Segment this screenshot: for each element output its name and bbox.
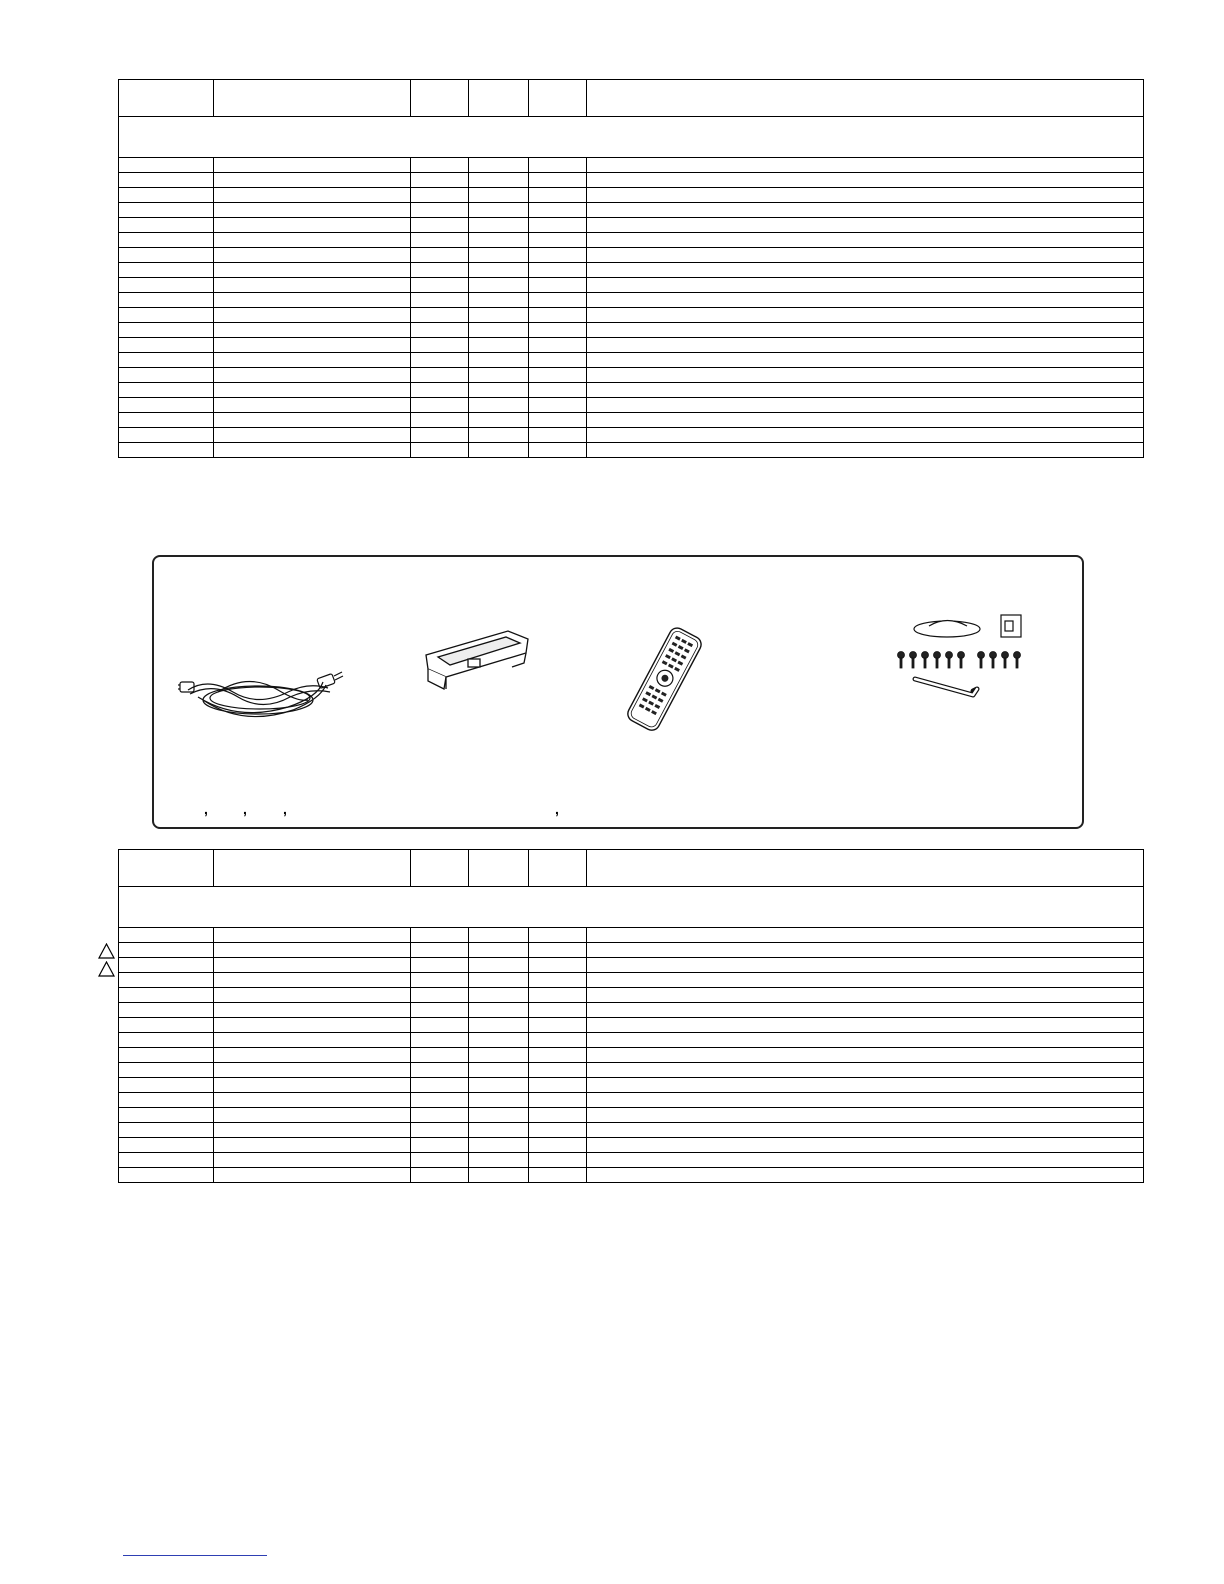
cell-mark <box>411 293 469 308</box>
cell-code <box>529 1018 587 1033</box>
cell-code <box>529 1093 587 1108</box>
cell-description <box>587 1078 1144 1093</box>
safety-warning-icon <box>98 943 115 959</box>
cell-code <box>529 1108 587 1123</box>
cell-ref-no <box>119 338 214 353</box>
cell-price <box>469 188 529 203</box>
col-code <box>529 850 587 887</box>
cell-code <box>529 958 587 973</box>
table-row <box>119 988 1144 1003</box>
cell-part-no <box>214 958 411 973</box>
accessory-stand-kit <box>889 609 1039 709</box>
cell-code <box>529 928 587 943</box>
table-row <box>119 413 1144 428</box>
table-row <box>119 218 1144 233</box>
table-row <box>119 1153 1144 1168</box>
cell-ref-no <box>119 1018 214 1033</box>
cell-part-no <box>214 263 411 278</box>
footer-link-underline[interactable] <box>123 1555 267 1556</box>
cell-ref-no <box>119 443 214 458</box>
cell-mark <box>411 173 469 188</box>
cell-description <box>587 323 1144 338</box>
cell-description <box>587 158 1144 173</box>
cell-description <box>587 173 1144 188</box>
comma-mark: , <box>283 801 287 817</box>
cell-price <box>469 1033 529 1048</box>
cell-price <box>469 1093 529 1108</box>
cell-price <box>469 1063 529 1078</box>
cell-mark <box>411 383 469 398</box>
cell-part-no <box>214 1108 411 1123</box>
cell-ref-no <box>119 1063 214 1078</box>
remote-control-icon <box>614 625 714 735</box>
cell-price <box>469 323 529 338</box>
cell-part-no <box>214 338 411 353</box>
cell-code <box>529 233 587 248</box>
table-row <box>119 1138 1144 1153</box>
cell-price <box>469 353 529 368</box>
cell-code <box>529 368 587 383</box>
safety-warning-icon <box>98 961 115 977</box>
cell-mark <box>411 1033 469 1048</box>
table-row <box>119 353 1144 368</box>
comma-mark: , <box>243 801 247 817</box>
cell-mark <box>411 158 469 173</box>
cell-description <box>587 1108 1144 1123</box>
cell-price <box>469 1168 529 1183</box>
cell-mark <box>411 958 469 973</box>
cell-ref-no <box>119 1123 214 1138</box>
cell-mark <box>411 1108 469 1123</box>
parts-table-top <box>118 79 1144 458</box>
cell-mark <box>411 988 469 1003</box>
cell-description <box>587 1093 1144 1108</box>
cell-description <box>587 383 1144 398</box>
cell-description <box>587 973 1144 988</box>
cell-code <box>529 398 587 413</box>
cell-part-no <box>214 233 411 248</box>
cell-part-no <box>214 428 411 443</box>
table-row <box>119 203 1144 218</box>
cell-price <box>469 1123 529 1138</box>
cell-code <box>529 443 587 458</box>
cell-mark <box>411 1123 469 1138</box>
table-row <box>119 1078 1144 1093</box>
cell-mark <box>411 1168 469 1183</box>
cell-code <box>529 1153 587 1168</box>
cell-part-no <box>214 1048 411 1063</box>
table-row <box>119 1108 1144 1123</box>
cell-description <box>587 1138 1144 1153</box>
table-row <box>119 278 1144 293</box>
table-row <box>119 1003 1144 1018</box>
cell-price <box>469 413 529 428</box>
cell-ref-no <box>119 368 214 383</box>
cell-ref-no <box>119 353 214 368</box>
cell-price <box>469 943 529 958</box>
cell-price <box>469 338 529 353</box>
cell-price <box>469 1018 529 1033</box>
cell-price <box>469 443 529 458</box>
cell-part-no <box>214 1153 411 1168</box>
cell-code <box>529 988 587 1003</box>
cell-mark <box>411 413 469 428</box>
cell-code <box>529 1048 587 1063</box>
cell-part-no <box>214 1078 411 1093</box>
cell-ref-no <box>119 293 214 308</box>
cell-code <box>529 308 587 323</box>
cell-description <box>587 263 1144 278</box>
cell-description <box>587 248 1144 263</box>
cell-part-no <box>214 248 411 263</box>
table-row <box>119 338 1144 353</box>
cell-mark <box>411 1018 469 1033</box>
table-row <box>119 428 1144 443</box>
table-row <box>119 958 1144 973</box>
cell-mark <box>411 928 469 943</box>
cell-description <box>587 233 1144 248</box>
cell-mark <box>411 323 469 338</box>
cell-description <box>587 368 1144 383</box>
cell-mark <box>411 428 469 443</box>
cell-description <box>587 308 1144 323</box>
cell-ref-no <box>119 1033 214 1048</box>
cell-mark <box>411 1048 469 1063</box>
cell-description <box>587 1018 1144 1033</box>
cell-part-no <box>214 413 411 428</box>
cell-description <box>587 443 1144 458</box>
col-part-no <box>214 850 411 887</box>
cell-price <box>469 958 529 973</box>
cell-price <box>469 1138 529 1153</box>
cell-part-no <box>214 353 411 368</box>
cell-ref-no <box>119 1138 214 1153</box>
cell-part-no <box>214 988 411 1003</box>
cell-price <box>469 1108 529 1123</box>
cell-ref-no <box>119 413 214 428</box>
cell-description <box>587 218 1144 233</box>
cell-part-no <box>214 1063 411 1078</box>
cell-ref-no <box>119 323 214 338</box>
cell-part-no <box>214 443 411 458</box>
cell-mark <box>411 943 469 958</box>
comma-mark: , <box>204 801 208 817</box>
cell-mark <box>411 233 469 248</box>
cell-description <box>587 958 1144 973</box>
cell-description <box>587 1123 1144 1138</box>
table-row <box>119 1093 1144 1108</box>
accessory-ac-cord <box>178 652 348 732</box>
cell-description <box>587 293 1144 308</box>
cell-code <box>529 218 587 233</box>
table-row <box>119 398 1144 413</box>
cell-ref-no <box>119 1003 214 1018</box>
section-label <box>119 887 1144 928</box>
cell-code <box>529 293 587 308</box>
cell-price <box>469 973 529 988</box>
table-row <box>119 158 1144 173</box>
table-row <box>119 383 1144 398</box>
cell-part-no <box>214 383 411 398</box>
table-row <box>119 1048 1144 1063</box>
cell-ref-no <box>119 248 214 263</box>
cell-price <box>469 1003 529 1018</box>
cell-part-no <box>214 1018 411 1033</box>
cell-code <box>529 323 587 338</box>
parts-table-bottom <box>118 849 1144 1183</box>
cell-price <box>469 263 529 278</box>
cell-part-no <box>214 203 411 218</box>
cell-ref-no <box>119 1153 214 1168</box>
cell-part-no <box>214 973 411 988</box>
cell-mark <box>411 188 469 203</box>
cell-mark <box>411 973 469 988</box>
cell-description <box>587 428 1144 443</box>
table-row <box>119 323 1144 338</box>
cell-price <box>469 1048 529 1063</box>
comma-mark: , <box>555 801 559 817</box>
cell-description <box>587 203 1144 218</box>
section-row <box>119 117 1144 158</box>
cell-price <box>469 203 529 218</box>
cell-part-no <box>214 323 411 338</box>
cell-mark <box>411 398 469 413</box>
stand-kit-icon <box>889 609 1039 709</box>
cell-code <box>529 248 587 263</box>
cell-part-no <box>214 1123 411 1138</box>
cell-part-no <box>214 278 411 293</box>
cell-part-no <box>214 928 411 943</box>
cell-ref-no <box>119 233 214 248</box>
table-row <box>119 233 1144 248</box>
cell-price <box>469 233 529 248</box>
accessories-box <box>152 555 1084 829</box>
table-row <box>119 1168 1144 1183</box>
cell-price <box>469 428 529 443</box>
cell-price <box>469 278 529 293</box>
cell-price <box>469 1153 529 1168</box>
cell-part-no <box>214 173 411 188</box>
cell-part-no <box>214 308 411 323</box>
cell-description <box>587 928 1144 943</box>
cell-part-no <box>214 1033 411 1048</box>
cell-ref-no <box>119 158 214 173</box>
cell-price <box>469 173 529 188</box>
table-row <box>119 263 1144 278</box>
cell-ref-no <box>119 1093 214 1108</box>
col-code <box>529 80 587 117</box>
cell-mark <box>411 203 469 218</box>
cell-mark <box>411 1063 469 1078</box>
cell-ref-no <box>119 188 214 203</box>
cell-description <box>587 1033 1144 1048</box>
cell-part-no <box>214 1168 411 1183</box>
cell-ref-no <box>119 398 214 413</box>
cell-ref-no <box>119 218 214 233</box>
cell-code <box>529 428 587 443</box>
cell-code <box>529 203 587 218</box>
col-ref-no <box>119 80 214 117</box>
accessory-cable-clamp <box>416 619 536 699</box>
table-row <box>119 1033 1144 1048</box>
table-row <box>119 368 1144 383</box>
table-row <box>119 173 1144 188</box>
cell-code <box>529 1063 587 1078</box>
cell-mark <box>411 1078 469 1093</box>
table-row <box>119 188 1144 203</box>
cell-code <box>529 1078 587 1093</box>
table-row <box>119 928 1144 943</box>
power-cord-icon <box>178 652 348 732</box>
cell-ref-no <box>119 958 214 973</box>
table-row <box>119 308 1144 323</box>
cell-ref-no <box>119 428 214 443</box>
cell-mark <box>411 1153 469 1168</box>
cell-mark <box>411 443 469 458</box>
cell-code <box>529 943 587 958</box>
cell-mark <box>411 278 469 293</box>
cell-ref-no <box>119 1108 214 1123</box>
cell-part-no <box>214 943 411 958</box>
table-row <box>119 1063 1144 1078</box>
cell-description <box>587 988 1144 1003</box>
cell-description <box>587 1168 1144 1183</box>
table-row <box>119 248 1144 263</box>
cell-code <box>529 383 587 398</box>
cell-code <box>529 1033 587 1048</box>
cell-mark <box>411 308 469 323</box>
cell-ref-no <box>119 263 214 278</box>
col-description <box>587 850 1144 887</box>
cell-part-no <box>214 368 411 383</box>
cell-description <box>587 1153 1144 1168</box>
cell-price <box>469 293 529 308</box>
cell-ref-no <box>119 988 214 1003</box>
cell-part-no <box>214 293 411 308</box>
cell-part-no <box>214 188 411 203</box>
col-mark <box>411 850 469 887</box>
table-row <box>119 973 1144 988</box>
cell-code <box>529 263 587 278</box>
col-price <box>469 80 529 117</box>
cell-mark <box>411 248 469 263</box>
cell-part-no <box>214 398 411 413</box>
cell-price <box>469 218 529 233</box>
cell-ref-no <box>119 928 214 943</box>
cell-mark <box>411 263 469 278</box>
cell-description <box>587 1048 1144 1063</box>
table-row <box>119 1018 1144 1033</box>
cell-code <box>529 413 587 428</box>
accessory-remote-control <box>614 625 714 735</box>
cell-ref-no <box>119 1078 214 1093</box>
cell-code <box>529 1123 587 1138</box>
cable-clamp-icon <box>416 619 536 699</box>
cell-mark <box>411 1003 469 1018</box>
col-ref-no <box>119 850 214 887</box>
cell-part-no <box>214 158 411 173</box>
cell-mark <box>411 353 469 368</box>
table-row <box>119 293 1144 308</box>
cell-price <box>469 1078 529 1093</box>
table-row <box>119 943 1144 958</box>
cell-mark <box>411 368 469 383</box>
cell-ref-no <box>119 278 214 293</box>
cell-part-no <box>214 1093 411 1108</box>
col-mark <box>411 80 469 117</box>
col-description <box>587 80 1144 117</box>
cell-code <box>529 973 587 988</box>
cell-ref-no <box>119 383 214 398</box>
cell-code <box>529 188 587 203</box>
cell-price <box>469 158 529 173</box>
cell-mark <box>411 1138 469 1153</box>
table-row <box>119 443 1144 458</box>
cell-code <box>529 1168 587 1183</box>
cell-mark <box>411 218 469 233</box>
cell-mark <box>411 338 469 353</box>
cell-ref-no <box>119 973 214 988</box>
cell-price <box>469 383 529 398</box>
cell-code <box>529 1138 587 1153</box>
cell-part-no <box>214 1138 411 1153</box>
table-header-row <box>119 850 1144 887</box>
cell-code <box>529 278 587 293</box>
cell-description <box>587 188 1144 203</box>
cell-price <box>469 398 529 413</box>
cell-ref-no <box>119 203 214 218</box>
table-header-row <box>119 80 1144 117</box>
section-row <box>119 887 1144 928</box>
cell-description <box>587 1063 1144 1078</box>
cell-description <box>587 278 1144 293</box>
cell-code <box>529 158 587 173</box>
cell-mark <box>411 1093 469 1108</box>
cell-code <box>529 173 587 188</box>
cell-price <box>469 928 529 943</box>
cell-ref-no <box>119 1048 214 1063</box>
cell-code <box>529 353 587 368</box>
cell-price <box>469 308 529 323</box>
cell-price <box>469 368 529 383</box>
cell-ref-no <box>119 943 214 958</box>
cell-description <box>587 398 1144 413</box>
col-part-no <box>214 80 411 117</box>
cell-description <box>587 338 1144 353</box>
cell-description <box>587 353 1144 368</box>
cell-part-no <box>214 218 411 233</box>
cell-ref-no <box>119 173 214 188</box>
cell-code <box>529 1003 587 1018</box>
cell-code <box>529 338 587 353</box>
cell-part-no <box>214 1003 411 1018</box>
section-label <box>119 117 1144 158</box>
table-row <box>119 1123 1144 1138</box>
cell-ref-no <box>119 308 214 323</box>
cell-price <box>469 988 529 1003</box>
cell-ref-no <box>119 1168 214 1183</box>
cell-description <box>587 413 1144 428</box>
cell-description <box>587 943 1144 958</box>
cell-description <box>587 1003 1144 1018</box>
cell-price <box>469 248 529 263</box>
col-price <box>469 850 529 887</box>
